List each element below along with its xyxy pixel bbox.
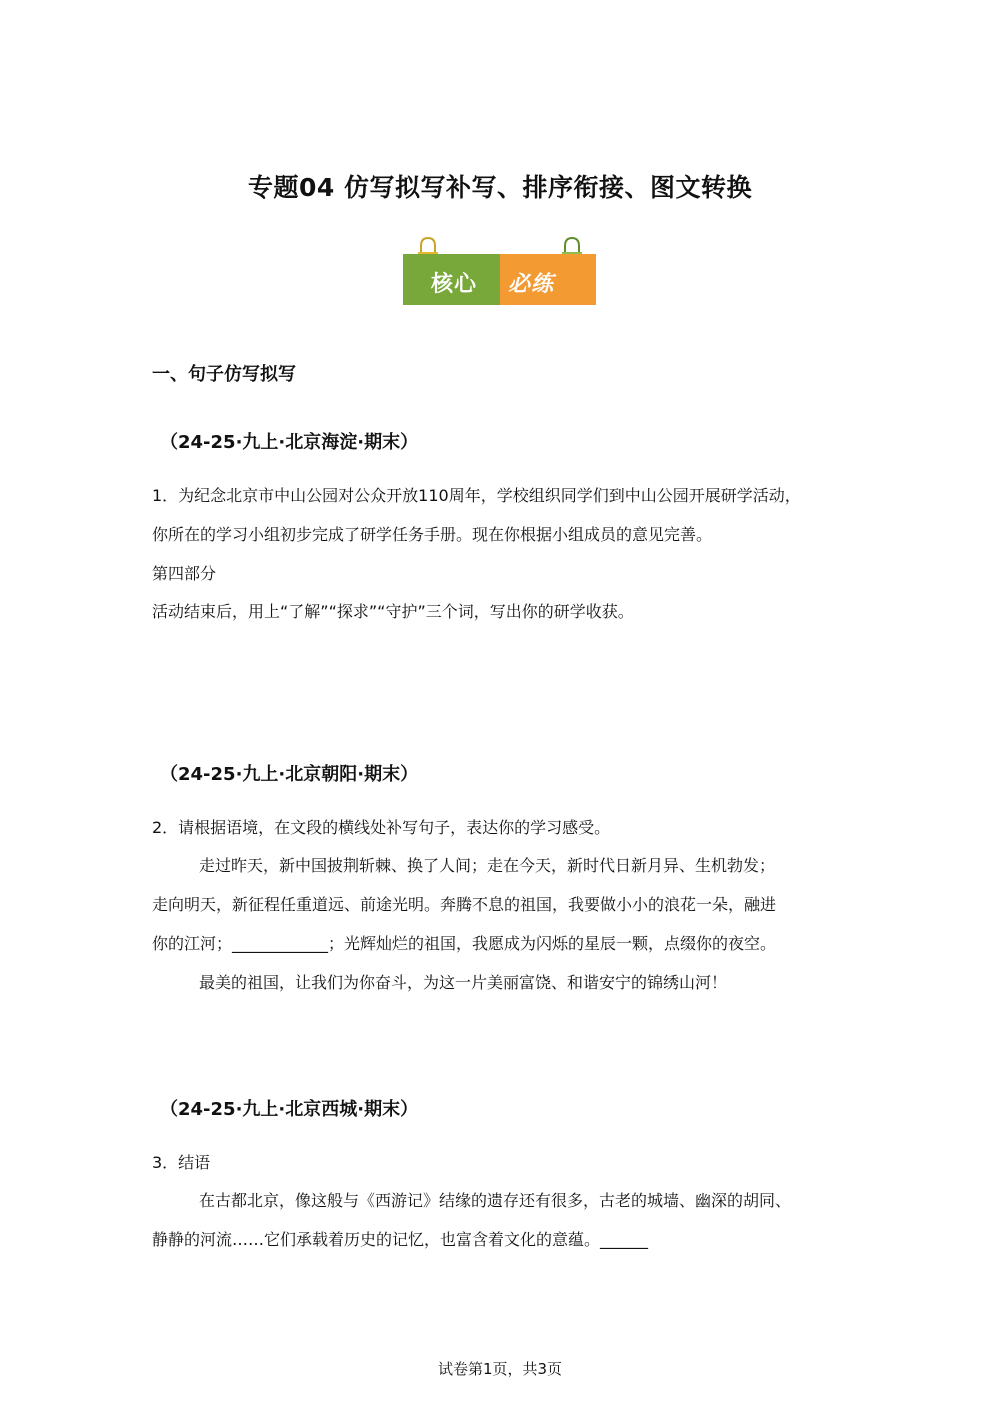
q3-source: （24-25·九上·北京西城·期末）: [160, 1099, 419, 1120]
q3-passage-line-blank: 静静的河流……它们承载着历史的记忆，也富含着文化的意蕴。______: [152, 1230, 649, 1249]
page-footer: 试卷第1页，共3页: [437, 1360, 563, 1378]
q2-passage-line: 走过昨天，新中国披荆斩棘、换了人间；走在今天，新时代日新月异、生机勃发；: [199, 856, 776, 875]
q1-source: （24-25·九上·北京海淀·期末）: [160, 432, 419, 453]
q1-part: 第四部分: [152, 564, 217, 583]
q3-prompt: 3．结语: [152, 1153, 211, 1172]
q2-source: （24-25·九上·北京朝阳·期末）: [160, 764, 419, 785]
q2-passage-line: 最美的祖国，让我们为你奋斗，为这一片美丽富饶、和谐安宁的锦绣山河！: [199, 973, 728, 992]
q1-line: 你所在的学习小组初步完成了研学任务手册。现在你根据小组成员的意见完善。: [152, 525, 713, 544]
core-practice-badge: [403, 234, 597, 306]
page-title: 专题04 仿写拟写补写、排序衔接、图文转换: [248, 173, 752, 202]
badge-label-practice: 必练: [508, 272, 555, 297]
q3-passage-line: 在古都北京，像这般与《西游记》结缘的遗存还有很多，古老的城墙、幽深的胡同、: [199, 1191, 792, 1210]
badge-label-core: 核心: [431, 272, 478, 297]
q1-line: 1．为纪念北京市中山公园对公众开放110周年，学校组织同学们到中山公园开展研学活动，: [152, 486, 801, 505]
q2-passage-line-blank: 你的江河；____________；光辉灿烂的祖国，我愿成为闪烁的星辰一颗，点缀你的夜空。: [152, 934, 777, 953]
q2-passage-line: 走向明天，新征程任重道远、前途光明。奔腾不息的祖国，我要做小小的浪花一朵，融进: [152, 895, 777, 914]
q2-prompt: 2．请根据语境，在文段的横线处补写句子，表达你的学习感受。: [152, 818, 611, 837]
q1-task: 活动结束后，用上“了解”“探求”“守护”三个词，写出你的研学收获。: [152, 602, 634, 621]
section-heading: 一、句子仿写拟写: [152, 364, 296, 385]
